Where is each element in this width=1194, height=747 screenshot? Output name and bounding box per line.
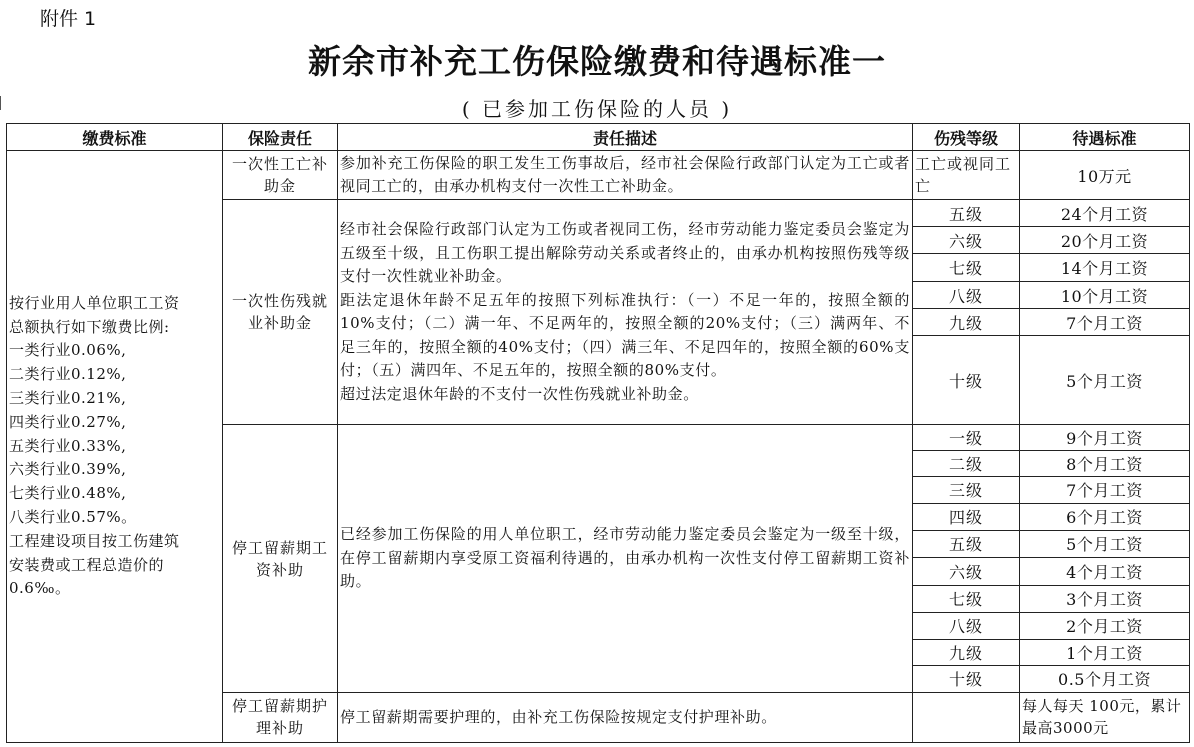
disability-desc-p2: 距法定退休年龄不足五年的按照下列标准执行：（一）不足一年的，按照全额的10%支付；（二）满一年、不足两年的，按照全额的20%支付；（三）满两年、不足三年的，按照全额的40%支付；（四）满三年、不足四年的，按照全额的60%支付；（五）满四年、不足五年的，按照全额的80%支付。 xyxy=(340,290,910,380)
treatment-cell: 3个月工资 xyxy=(1020,585,1190,612)
death-level: 工亡或视同工亡 xyxy=(913,151,1020,200)
level-cell: 八级 xyxy=(913,612,1020,639)
fee-line: 八类行业0.57%。 xyxy=(9,508,137,526)
treatment-cell: 5个月工资 xyxy=(1020,530,1190,557)
level-cell: 十级 xyxy=(913,336,1020,425)
fee-line: 按行业用人单位职工工资 xyxy=(9,293,180,312)
treatment-cell: 2个月工资 xyxy=(1020,612,1190,639)
header-fee: 缴费标准 xyxy=(7,124,223,151)
fee-line: 六类行业0.39%, xyxy=(9,460,127,479)
level-cell: 九级 xyxy=(913,639,1020,665)
death-benefit-name: 一次性工亡补助金 xyxy=(223,151,338,200)
level-cell: 十级 xyxy=(913,665,1020,692)
page-title: 新余市补充工伤保险缴费和待遇标准一 xyxy=(308,42,886,81)
level-cell: 七级 xyxy=(913,254,1020,282)
level-cell: 八级 xyxy=(913,282,1020,309)
death-treatment: 10万元 xyxy=(1020,151,1190,200)
treatment-cell: 0.5个月工资 xyxy=(1020,665,1190,692)
treatment-cell: 5个月工资 xyxy=(1020,336,1190,425)
level-cell: 六级 xyxy=(913,227,1020,254)
nursing-benefit-name: 停工留薪期护理补助 xyxy=(223,692,338,742)
page-subtitle: ( 已参加工伤保险的人员 ) xyxy=(461,97,733,121)
header-responsibility: 保险责任 xyxy=(223,124,338,151)
nursing-level-empty xyxy=(913,692,1020,742)
level-cell: 四级 xyxy=(913,503,1020,530)
treatment-cell: 14个月工资 xyxy=(1020,254,1190,282)
fee-line: 安装费或工程总造价的 xyxy=(9,555,165,574)
treatment-cell: 7个月工资 xyxy=(1020,309,1190,336)
level-cell: 二级 xyxy=(913,451,1020,477)
header-level: 伤残等级 xyxy=(913,124,1020,151)
attachment-label: 附件 1 xyxy=(40,8,97,30)
fee-line: 工程建设项目按工伤建筑 xyxy=(9,531,180,550)
treatment-cell: 1个月工资 xyxy=(1020,639,1190,665)
treatment-cell: 6个月工资 xyxy=(1020,503,1190,530)
treatment-cell: 7个月工资 xyxy=(1020,477,1190,503)
level-cell: 三级 xyxy=(913,477,1020,503)
level-cell: 五级 xyxy=(913,200,1020,227)
fee-line: 总额执行如下缴费比例: xyxy=(9,317,170,336)
level-cell: 五级 xyxy=(913,530,1020,557)
header-row xyxy=(7,124,1190,151)
treatment-cell: 4个月工资 xyxy=(1020,557,1190,585)
disability-benefit-name: 一次性伤残就业补助金 xyxy=(223,200,338,425)
fee-line: 0.6‰。 xyxy=(9,579,71,598)
fee-line: 三类行业0.21%, xyxy=(9,389,127,408)
fee-line: 四类行业0.27%, xyxy=(9,412,127,431)
header-treatment: 待遇标准 xyxy=(1020,124,1190,151)
death-benefit-desc: 参加补充工伤保险的职工发生工伤事故后，经市社会保险行政部门认定为工亡或者视同工亡的，由承办机构支付一次性工亡补助金。 xyxy=(338,151,913,200)
standards-table xyxy=(6,123,1190,743)
treatment-cell: 10个月工资 xyxy=(1020,282,1190,309)
level-cell: 七级 xyxy=(913,585,1020,612)
treatment-cell: 8个月工资 xyxy=(1020,451,1190,477)
fee-standard-cell xyxy=(7,151,223,743)
level-cell: 九级 xyxy=(913,309,1020,336)
death-row xyxy=(7,151,1190,200)
level-cell: 一级 xyxy=(913,425,1020,451)
fee-line: 一类行业0.06%, xyxy=(9,341,127,360)
treatment-cell: 24个月工资 xyxy=(1020,200,1190,227)
disability-desc-p1: 经市社会保险行政部门认定为工伤或者视同工伤，经市劳动能力鉴定委员会鉴定为五级至十级，且工伤职工提出解除劳动关系或者终止的，由承办机构按照伤残等级支付一次性就业补助金。 xyxy=(340,220,910,286)
fee-line: 二类行业0.12%, xyxy=(9,365,127,384)
header-description: 责任描述 xyxy=(338,124,913,151)
nursing-treatment: 每人每天 100元，累计最高3000元 xyxy=(1020,692,1190,742)
disability-benefit-desc xyxy=(338,200,913,425)
treatment-cell: 9个月工资 xyxy=(1020,425,1190,451)
nursing-benefit-desc: 停工留薪期需要护理的，由补充工伤保险按规定支付护理补助。 xyxy=(338,692,913,742)
treatment-cell: 20个月工资 xyxy=(1020,227,1190,254)
suspension-benefit-desc: 已经参加工伤保险的用人单位职工，经市劳动能力鉴定委员会鉴定为一级至十级，在停工留薪期内享受原工资福利待遇的，由承办机构一次性支付停工留薪期工资补助。 xyxy=(338,425,913,692)
fee-line: 七类行业0.48%, xyxy=(9,484,127,503)
fee-line: 五类行业0.33%, xyxy=(9,436,127,455)
disability-desc-p3: 超过法定退休年龄的不支付一次性伤残就业补助金。 xyxy=(340,384,699,403)
level-cell: 六级 xyxy=(913,557,1020,585)
suspension-benefit-name: 停工留薪期工资补助 xyxy=(223,425,338,692)
